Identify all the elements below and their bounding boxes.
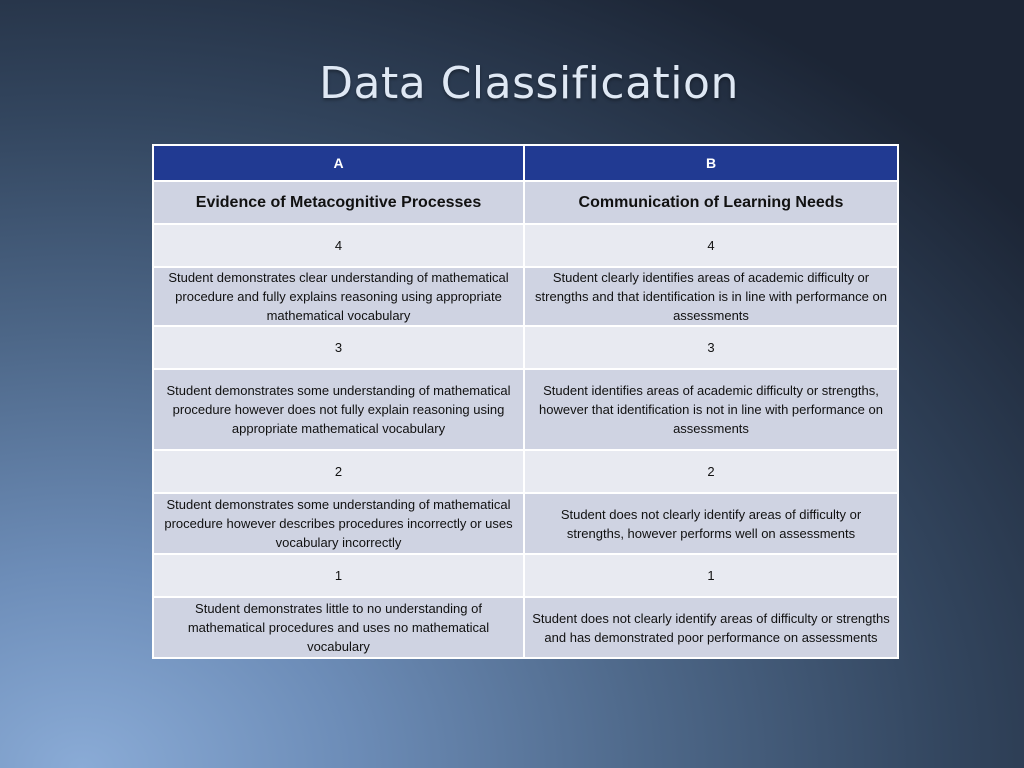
subheader-metacognitive: Evidence of Metacognitive Processes xyxy=(153,181,524,224)
table-row xyxy=(153,369,898,450)
table-row xyxy=(153,597,898,658)
score-cell: 2 xyxy=(524,450,898,493)
score-cell: 4 xyxy=(153,224,524,267)
description-cell: Student identifies areas of academic difficulty or strengths, however that identification is not in line with performance on assessments xyxy=(524,369,898,450)
slide-title: Data Classification xyxy=(319,58,739,109)
description-cell: Student does not clearly identify areas of difficulty or strengths and has demonstrated poor performance on assessments xyxy=(524,597,898,658)
score-cell: 1 xyxy=(153,554,524,597)
table-row xyxy=(153,326,898,369)
score-cell: 2 xyxy=(153,450,524,493)
table-row xyxy=(153,450,898,493)
table-row xyxy=(153,224,898,267)
table-header-row xyxy=(153,145,898,181)
description-cell: Student demonstrates little to no understanding of mathematical procedures and uses no mathematical vocabulary xyxy=(153,597,524,658)
description-cell: Student clearly identifies areas of academic difficulty or strengths and that identification is in line with performance on assessments xyxy=(524,267,898,326)
score-cell: 1 xyxy=(524,554,898,597)
description-cell: Student demonstrates clear understanding of mathematical procedure and fully explains reasoning using appropriate mathematical vocabulary xyxy=(153,267,524,326)
score-cell: 3 xyxy=(524,326,898,369)
table-row xyxy=(153,554,898,597)
score-cell: 4 xyxy=(524,224,898,267)
description-cell: Student demonstrates some understanding of mathematical procedure however describes procedures incorrectly or uses vocabulary incorrectly xyxy=(153,493,524,554)
score-cell: 3 xyxy=(153,326,524,369)
classification-table-container xyxy=(152,144,897,659)
classification-table xyxy=(152,144,899,659)
table-subheader-row xyxy=(153,181,898,224)
description-cell: Student demonstrates some understanding of mathematical procedure however does not fully explain reasoning using appropriate mathematical vocabulary xyxy=(153,369,524,450)
column-header-a: A xyxy=(153,145,524,181)
description-cell: Student does not clearly identify areas of difficulty or strengths, however performs well on assessments xyxy=(524,493,898,554)
table-row xyxy=(153,493,898,554)
column-header-b: B xyxy=(524,145,898,181)
table-row xyxy=(153,267,898,326)
subheader-communication: Communication of Learning Needs xyxy=(524,181,898,224)
